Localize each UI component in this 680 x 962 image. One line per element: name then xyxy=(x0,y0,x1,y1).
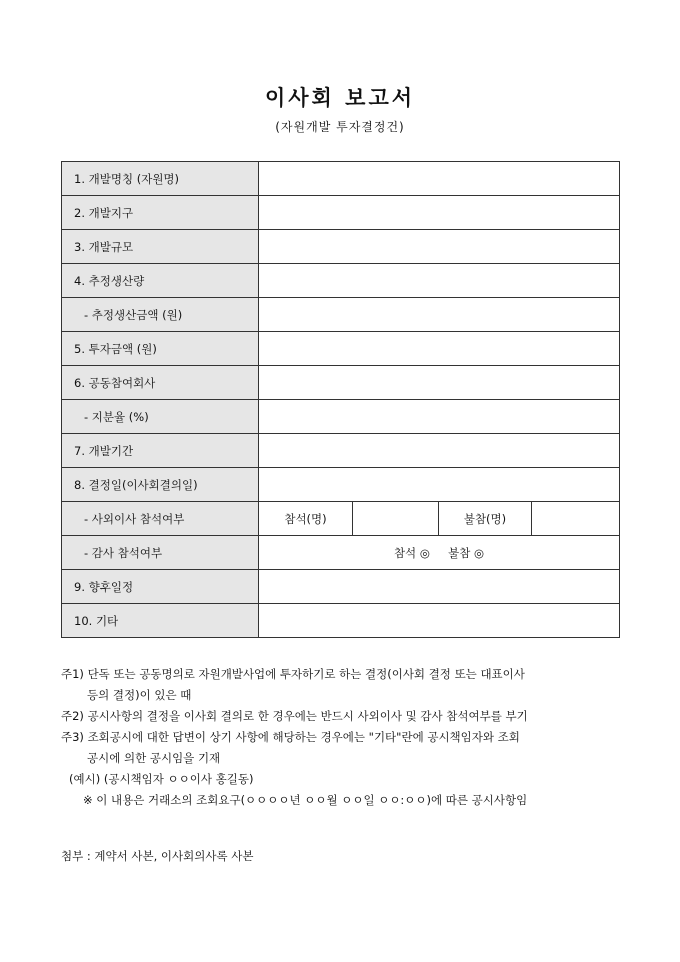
table-row xyxy=(62,162,620,196)
investment-amount-field[interactable] xyxy=(259,332,620,366)
development-period-field[interactable] xyxy=(259,434,620,468)
report-form-table xyxy=(61,161,620,638)
note-3-continued: 공시에 의한 공시임을 기재 xyxy=(87,751,221,765)
row-label-joint-companies: 6. 공동참여회사 xyxy=(62,366,259,400)
outside-director-present-label: 참석(명) xyxy=(259,502,353,536)
row-label-development-period: 7. 개발기간 xyxy=(62,434,259,468)
table-row xyxy=(62,400,620,434)
other-field[interactable] xyxy=(259,604,620,638)
equity-ratio-field[interactable] xyxy=(259,400,620,434)
row-label-development-scale: 3. 개발규모 xyxy=(62,230,259,264)
table-row xyxy=(62,332,620,366)
note-2: 주2) 공시사항의 결정을 이사회 결의로 한 경우에는 반드시 사외이사 및 감사 참석여부를 부기 xyxy=(61,709,528,723)
attachment-line: 첨부 : 계약서 사본, 이사회의사록 사본 xyxy=(61,849,254,863)
row-label-development-district: 2. 개발지구 xyxy=(62,196,259,230)
document-subtitle: (자원개발 투자결정건) xyxy=(275,120,405,134)
future-schedule-field[interactable] xyxy=(259,570,620,604)
table-row xyxy=(62,536,620,570)
outside-director-absent-label: 불참(명) xyxy=(439,502,532,536)
row-label-investment-amount: 5. 투자금액 (원) xyxy=(62,332,259,366)
note-1-continued: 등의 결정)이 있은 때 xyxy=(87,688,192,702)
row-label-equity-ratio: - 지분율 (%) xyxy=(62,400,259,434)
document-title: 이사회 보고서 xyxy=(264,85,416,110)
development-district-field[interactable] xyxy=(259,196,620,230)
development-name-field[interactable] xyxy=(259,162,620,196)
table-row xyxy=(62,298,620,332)
estimated-output-field[interactable] xyxy=(259,264,620,298)
table-row xyxy=(62,264,620,298)
note-1: 주1) 단독 또는 공동명의로 자원개발사업에 투자하기로 하는 결정(이사회 결정 또는 대표이사 xyxy=(61,667,525,681)
decision-date-field[interactable] xyxy=(259,468,620,502)
note-3: 주3) 조회공시에 대한 답변이 상기 사항에 해당하는 경우에는 "기타"란에 공시책임자와 조회 xyxy=(61,730,520,744)
note-example: (예시) (공시책임자 ㅇㅇ이사 홍길동) xyxy=(69,772,254,786)
row-label-estimated-output: 4. 추정생산량 xyxy=(62,264,259,298)
table-row xyxy=(62,604,620,638)
notes-section xyxy=(61,664,641,811)
outside-director-absent-count-field[interactable] xyxy=(532,502,620,536)
row-label-development-name: 1. 개발명칭 (자원명) xyxy=(62,162,259,196)
row-label-outside-director-attendance: - 사외이사 참석여부 xyxy=(62,502,259,536)
table-row xyxy=(62,230,620,264)
row-label-auditor-attendance: - 감사 참석여부 xyxy=(62,536,259,570)
outside-director-present-count-field[interactable] xyxy=(353,502,439,536)
table-row xyxy=(62,502,620,536)
table-row xyxy=(62,196,620,230)
development-scale-field[interactable] xyxy=(259,230,620,264)
table-row xyxy=(62,468,620,502)
note-remark: ※ 이 내용은 거래소의 조회요구(ㅇㅇㅇㅇ년 ㅇㅇ월 ㅇㅇ일 ㅇㅇ:ㅇㅇ)에 따른 공시사항임 xyxy=(83,793,528,807)
estimated-output-amount-field[interactable] xyxy=(259,298,620,332)
table-row xyxy=(62,434,620,468)
table-row xyxy=(62,366,620,400)
auditor-attendance-options[interactable]: 참석 ◎ 불참 ◎ xyxy=(259,536,620,570)
row-label-future-schedule: 9. 향후일정 xyxy=(62,570,259,604)
row-label-estimated-output-amount: - 추정생산금액 (원) xyxy=(62,298,259,332)
row-label-decision-date: 8. 결정일(이사회결의일) xyxy=(62,468,259,502)
joint-companies-field[interactable] xyxy=(259,366,620,400)
row-label-other: 10. 기타 xyxy=(62,604,259,638)
table-row xyxy=(62,570,620,604)
